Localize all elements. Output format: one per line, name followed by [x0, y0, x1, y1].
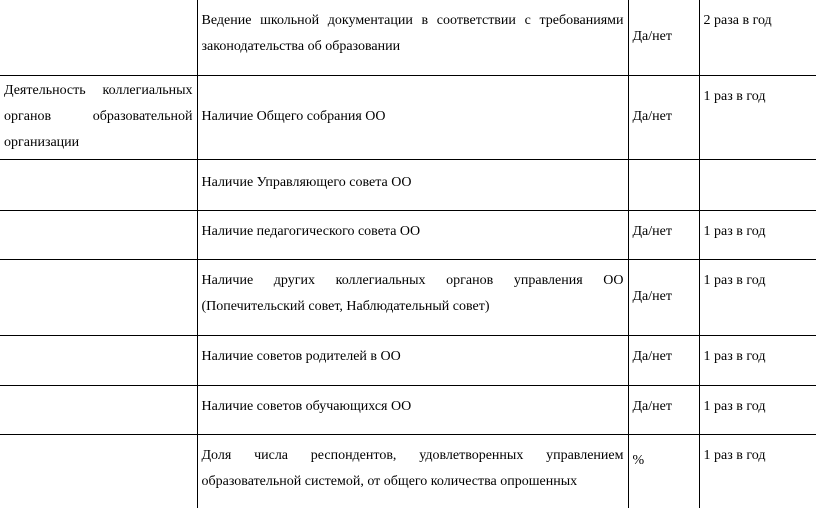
section-cell — [0, 259, 197, 335]
indicator-cell: Наличие Управляющего совета ОО — [197, 159, 628, 210]
indicator-cell: Наличие Общего собрания ОО — [197, 75, 628, 159]
indicator-cell: Наличие других коллегиальных органов управления ОО (Попечительский совет, Наблюдательный совет) — [197, 259, 628, 335]
measure-cell: % — [628, 434, 699, 508]
table-row — [0, 335, 816, 385]
section-cell — [0, 210, 197, 259]
measure-cell: Да/нет — [628, 75, 699, 159]
frequency-cell: 1 раз в год — [699, 385, 816, 434]
frequency-cell — [699, 159, 816, 210]
frequency-cell: 1 раз в год — [699, 75, 816, 159]
section-cell: Деятельность коллегиальных органов образовательной организации — [0, 75, 197, 159]
measure-cell: Да/нет — [628, 210, 699, 259]
measure-cell: Да/нет — [628, 385, 699, 434]
table-row — [0, 259, 816, 335]
section-cell — [0, 159, 197, 210]
section-cell — [0, 434, 197, 508]
measure-cell: Да/нет — [628, 0, 699, 75]
measure-cell: Да/нет — [628, 335, 699, 385]
frequency-cell: 2 раза в год — [699, 0, 816, 75]
section-cell — [0, 335, 197, 385]
frequency-cell: 1 раз в год — [699, 335, 816, 385]
table-row — [0, 385, 816, 434]
indicator-cell: Ведение школьной документации в соответствии с требованиями законодательства об образовании — [197, 0, 628, 75]
frequency-cell: 1 раз в год — [699, 259, 816, 335]
frequency-cell: 1 раз в год — [699, 210, 816, 259]
indicator-cell: Доля числа респондентов, удовлетворенных управлением образовательной системой, от общего количества опрошенных — [197, 434, 628, 508]
table-row — [0, 434, 816, 508]
indicator-cell: Наличие педагогического совета ОО — [197, 210, 628, 259]
indicator-cell: Наличие советов родителей в ОО — [197, 335, 628, 385]
section-cell — [0, 0, 197, 75]
indicator-cell: Наличие советов обучающихся ОО — [197, 385, 628, 434]
table-row — [0, 75, 816, 159]
table-row — [0, 159, 816, 210]
frequency-cell: 1 раз в год — [699, 434, 816, 508]
section-cell — [0, 385, 197, 434]
table-row — [0, 210, 816, 259]
measure-cell — [628, 159, 699, 210]
measure-cell: Да/нет — [628, 259, 699, 335]
table-row — [0, 0, 816, 75]
